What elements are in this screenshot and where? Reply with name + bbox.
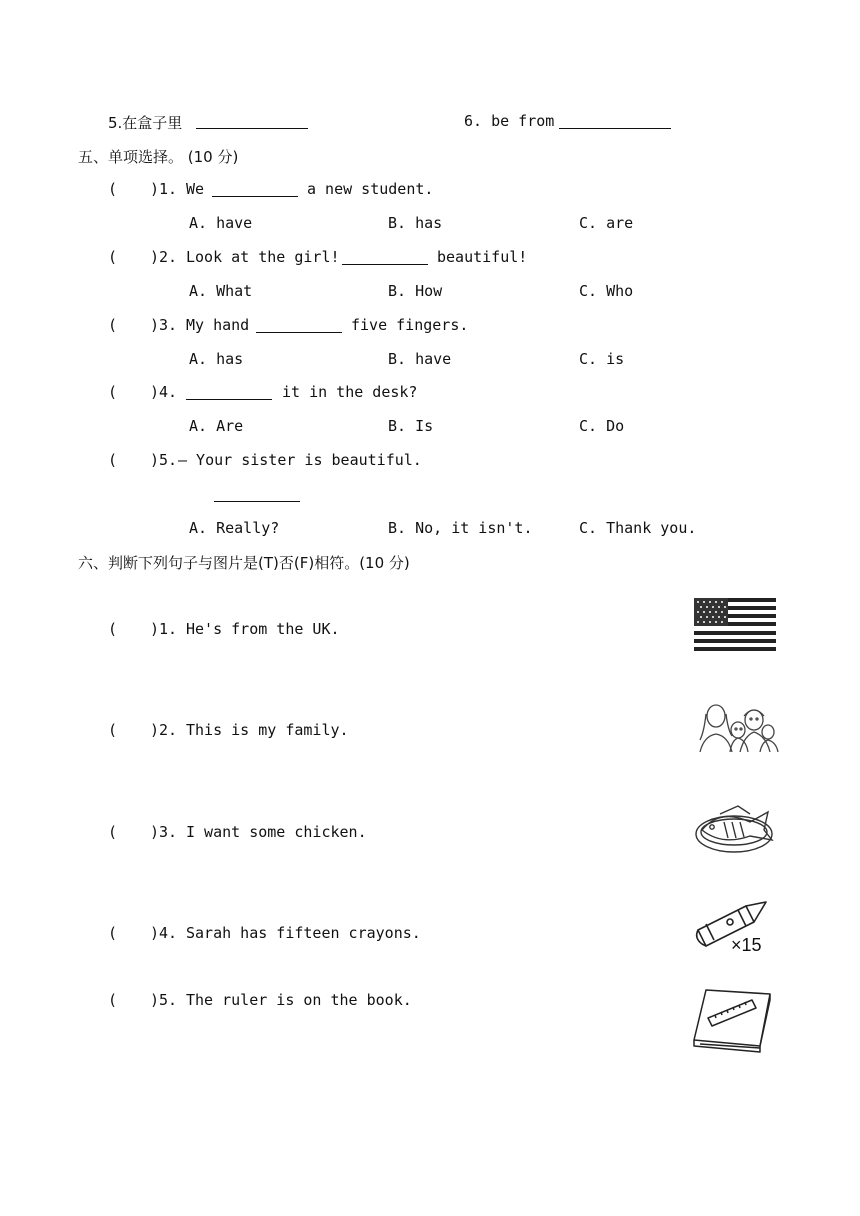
question-text: Look at the girl! — [186, 248, 340, 266]
option-c: C. is — [579, 350, 625, 368]
fish-plate-icon — [694, 800, 780, 856]
question-number: )2. — [150, 248, 178, 266]
answer-paren[interactable]: ( — [108, 924, 118, 942]
question-text: We — [186, 180, 205, 198]
item-number: )5. — [150, 991, 178, 1009]
item-text: Sarah has fifteen crayons. — [186, 924, 421, 942]
question-text: it in the desk? — [282, 383, 418, 401]
item-6-blank[interactable] — [559, 128, 671, 129]
option-b: B. has — [388, 214, 443, 232]
answer-blank — [342, 264, 428, 265]
item-text: He's from the UK. — [186, 620, 340, 638]
item-number: )2. — [150, 721, 178, 739]
answer-paren[interactable]: ( — [108, 248, 118, 266]
item-text: The ruler is on the book. — [186, 991, 412, 1009]
option-b: B. have — [388, 350, 452, 368]
answer-blank — [214, 501, 300, 502]
option-c: C. Who — [579, 282, 634, 300]
usa-flag-icon — [694, 598, 776, 652]
answer-blank — [186, 399, 272, 400]
question-number: )1. — [150, 180, 178, 198]
answer-paren[interactable]: ( — [108, 316, 118, 334]
option-c: C. Thank you. — [579, 519, 697, 537]
option-a: A. Really? — [189, 519, 280, 537]
item-5-blank[interactable] — [196, 128, 308, 129]
item-text: I want some chicken. — [186, 823, 367, 841]
question-number: )4. — [150, 383, 178, 401]
item-5-label: 5.在盒子里 — [108, 114, 183, 132]
family-icon — [694, 700, 780, 754]
option-c: C. Do — [579, 417, 625, 435]
option-b: B. Is — [388, 417, 434, 435]
question-text: My hand — [186, 316, 250, 334]
option-a: A. has — [189, 350, 244, 368]
option-b: B. How — [388, 282, 443, 300]
answer-blank — [256, 332, 342, 333]
answer-blank — [212, 196, 298, 197]
item-number: )3. — [150, 823, 178, 841]
part5-heading: 五、单项选择。 (10 分) — [78, 148, 239, 166]
answer-paren[interactable]: ( — [108, 991, 118, 1009]
question-number: )5. — [150, 451, 178, 469]
item-6-label: 6. be from — [464, 112, 555, 130]
answer-paren[interactable]: ( — [108, 721, 118, 739]
answer-paren[interactable]: ( — [108, 451, 118, 469]
answer-paren[interactable]: ( — [108, 823, 118, 841]
question-text: a new student. — [307, 180, 434, 198]
book-ruler-icon — [690, 984, 774, 1054]
option-b: B. No, it isn't. — [388, 519, 533, 537]
option-a: A. have — [189, 214, 253, 232]
answer-paren[interactable]: ( — [108, 620, 118, 638]
item-number: )1. — [150, 620, 178, 638]
crayon-count-label: ×15 — [731, 935, 762, 955]
question-text: beautiful! — [437, 248, 528, 266]
question-text: five fingers. — [351, 316, 469, 334]
question-text: — Your sister is beautiful. — [178, 451, 422, 469]
question-number: )3. — [150, 316, 178, 334]
option-a: A. What — [189, 282, 253, 300]
item-text: This is my family. — [186, 721, 349, 739]
answer-paren[interactable]: ( — [108, 180, 118, 198]
part6-heading: 六、判断下列句子与图片是(T)否(F)相符。(10 分) — [78, 554, 410, 572]
option-c: C. are — [579, 214, 634, 232]
item-number: )4. — [150, 924, 178, 942]
option-a: A. Are — [189, 417, 244, 435]
answer-paren[interactable]: ( — [108, 383, 118, 401]
